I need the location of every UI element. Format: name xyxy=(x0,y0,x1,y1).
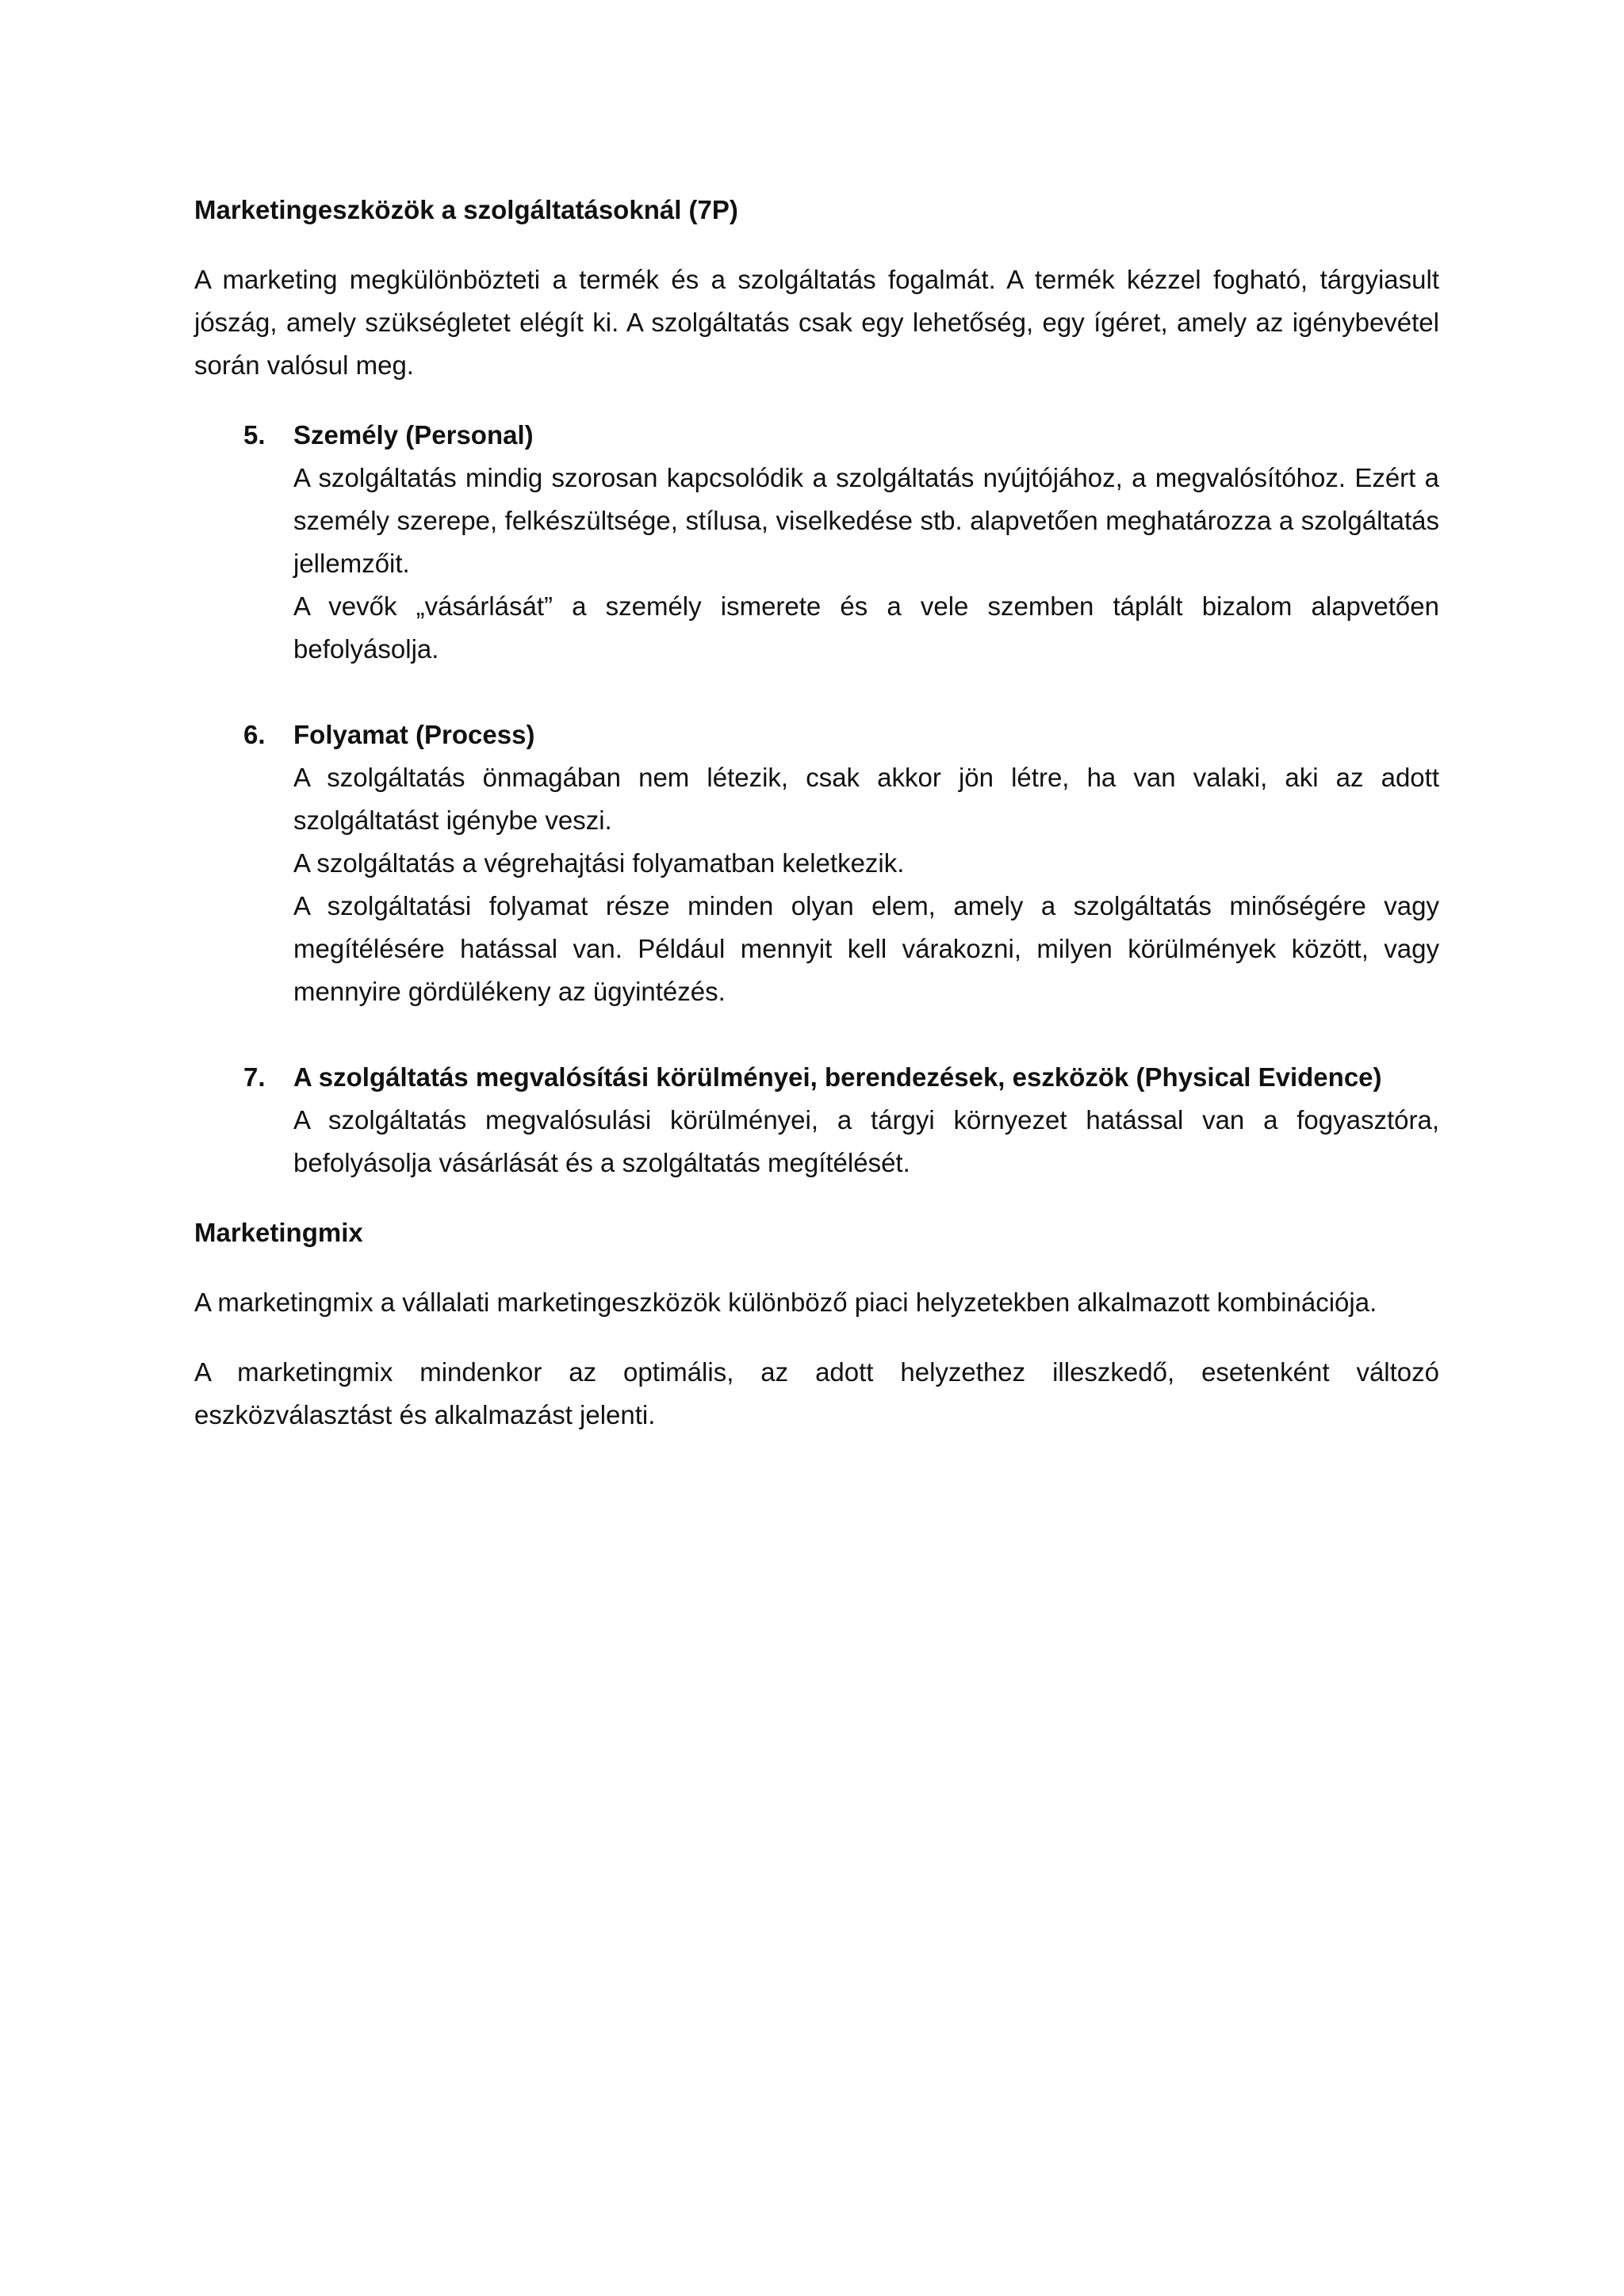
list-item-number: 5. xyxy=(243,420,266,450)
intro-paragraph: A marketing megkülönbözteti a termék és a szolgáltatás fogalmát. A termék kézzel fogható, tárgyiasult jószág, amely szükségletet elégít ki. A szolgáltatás csak egy lehetőség, egy ígéret, amely az igénybevétel során valósul meg. xyxy=(194,265,1439,380)
list-item-text: A szolgáltatás önmagában nem létezik, csak akkor jön létre, ha van valaki, aki az adott szolgáltatást igénybe veszi. xyxy=(293,763,1439,835)
document-page xyxy=(194,189,1439,1464)
list-item-title: Folyamat (Process) xyxy=(293,720,535,749)
list-item xyxy=(194,1056,1439,1184)
list-item-text: A szolgáltatási folyamat része minden olyan elem, amely a szolgáltatás minőségére vagy megítélésére hatással van. Például mennyit kell várakozni, milyen körülmények között, vagy mennyire gördülékeny az ügyintézés. xyxy=(293,891,1439,1006)
list-item-number: 7. xyxy=(243,1062,266,1092)
list-item-number: 6. xyxy=(243,720,266,749)
list-item xyxy=(194,414,1439,671)
list-item-text: A szolgáltatás mindig szorosan kapcsolódik a szolgáltatás nyújtójához, a megvalósítóhoz. Ezért a személy szerepe, felkészültsége, stílusa, viselkedése stb. alapvetően meghatározza a szolgáltatás jellemzőit. xyxy=(293,463,1439,578)
list-item-title: A szolgáltatás megvalósítási körülményei, berendezések, eszközök (Physical Evidence) xyxy=(293,1062,1382,1092)
section-title: Marketingeszközök a szolgáltatásoknál (7P) xyxy=(194,195,738,224)
list-item-text: A vevők „vásárlását” a személy ismerete és a vele szemben táplált bizalom alapvetően befolyásolja. xyxy=(293,591,1439,664)
marketingmix-paragraph: A marketingmix mindenkor az optimális, az adott helyzethez illeszkedő, esetenként változó eszközválasztást és alkalmazást jelenti. xyxy=(194,1357,1439,1429)
list-item-text: A szolgáltatás a végrehajtási folyamatban keletkezik. xyxy=(293,848,905,878)
list-item-title: Személy (Personal) xyxy=(293,420,534,450)
list-item xyxy=(194,714,1439,1013)
marketingmix-paragraph: A marketingmix a vállalati marketingeszközök különböző piaci helyzetekben alkalmazott kombinációja. xyxy=(194,1288,1377,1317)
section-title-marketingmix: Marketingmix xyxy=(194,1218,363,1247)
list-item-text: A szolgáltatás megvalósulási körülményei, a tárgyi környezet hatással van a fogyasztóra, befolyásolja vásárlását és a szolgáltatás megítélését. xyxy=(293,1105,1439,1177)
numbered-list xyxy=(194,414,1439,1184)
